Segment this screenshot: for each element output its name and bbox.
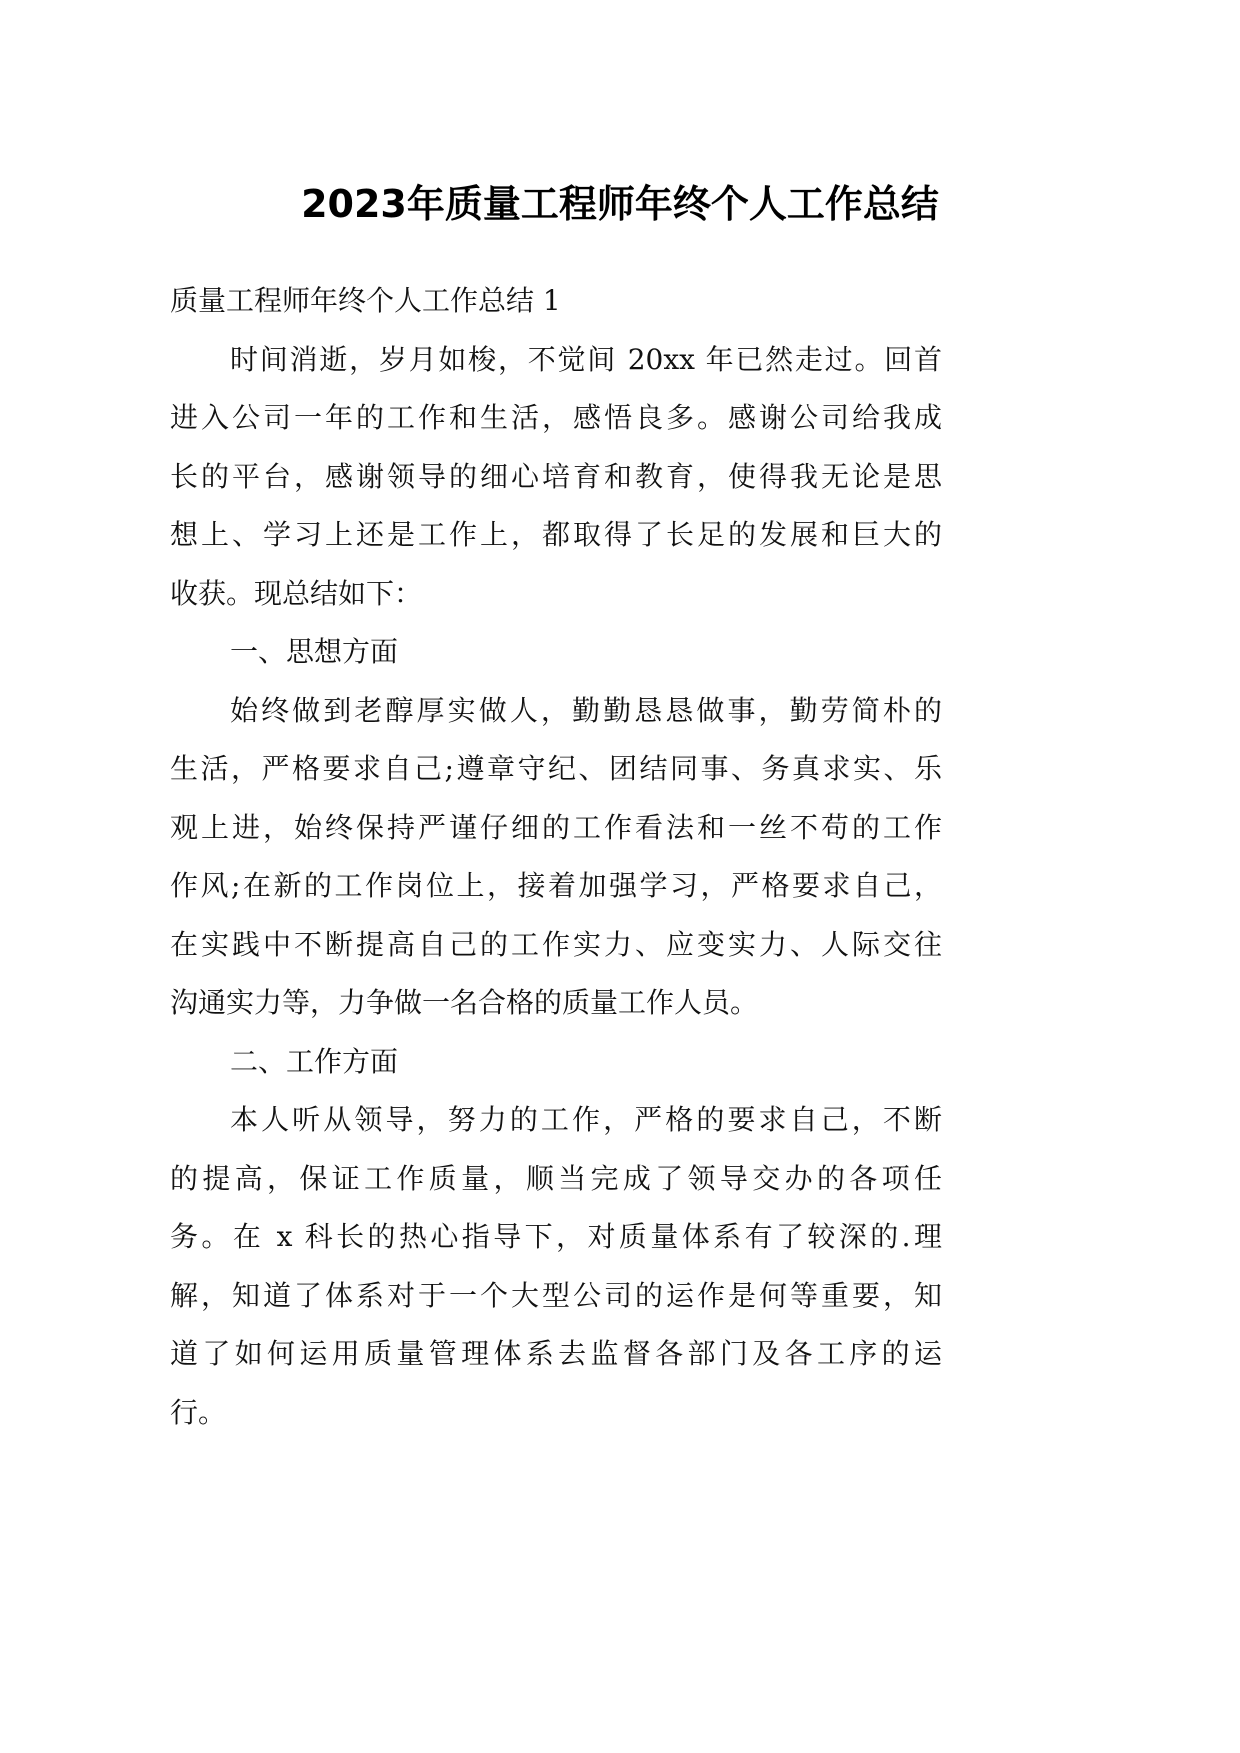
paragraph-line: 务。在 x 科长的热心指导下，对质量体系有了较深的.理 — [170, 1220, 942, 1253]
paragraph-line: 生活，严格要求自己;遵章守纪、团结同事、务真求实、乐 — [170, 752, 942, 785]
paragraph-line: 收获。现总结如下： — [170, 576, 423, 610]
paragraph-thought — [170, 682, 942, 1033]
paragraph-line: 的提高，保证工作质量，顺当完成了领导交办的各项任 — [170, 1161, 942, 1195]
paragraph-line: 解，知道了体系对于一个大型公司的运作是何等重要，知 — [170, 1278, 942, 1312]
paragraph-line: 道了如何运用质量管理体系去监督各部门及各工序的运 — [170, 1337, 942, 1370]
paragraph-intro — [170, 331, 942, 624]
paragraph-line: 长的平台，感谢领导的细心培育和教育，使得我无论是思 — [170, 459, 942, 493]
paragraph-line: 进入公司一年的工作和生活，感悟良多。感谢公司给我成 — [170, 401, 942, 434]
paragraph-line: 想上、学习上还是工作上，都取得了长足的发展和巨大的 — [170, 518, 942, 551]
paragraph-line: 在实践中不断提高自己的工作实力、应变实力、人际交往 — [170, 927, 942, 961]
paragraph-line: 始终做到老醇厚实做人，勤勤恳恳做事，勤劳简朴的 — [230, 693, 942, 727]
section-subtitle: 质量工程师年终个人工作总结 1 — [170, 284, 561, 317]
document-body — [170, 272, 942, 1442]
section-heading-work: 二、工作方面 — [230, 1044, 399, 1078]
section-heading-thought: 一、思想方面 — [230, 635, 399, 668]
paragraph-line: 本人听从领导，努力的工作，严格的要求自己，不断 — [230, 1103, 942, 1136]
paragraph-line: 行。 — [170, 1395, 227, 1429]
paragraph-work — [170, 1091, 942, 1442]
paragraph-line: 作风;在新的工作岗位上，接着加强学习，严格要求自己， — [170, 869, 942, 902]
paragraph-line: 时间消逝，岁月如梭，不觉间 20xx 年已然走过。回首 — [230, 342, 942, 376]
document-title: 2023年质量工程师年终个人工作总结 — [301, 182, 939, 226]
paragraph-line: 观上进，始终保持严谨仔细的工作看法和一丝不苟的工作 — [170, 810, 942, 844]
paragraph-line: 沟通实力等，力争做一名合格的质量工作人员。 — [170, 986, 759, 1019]
